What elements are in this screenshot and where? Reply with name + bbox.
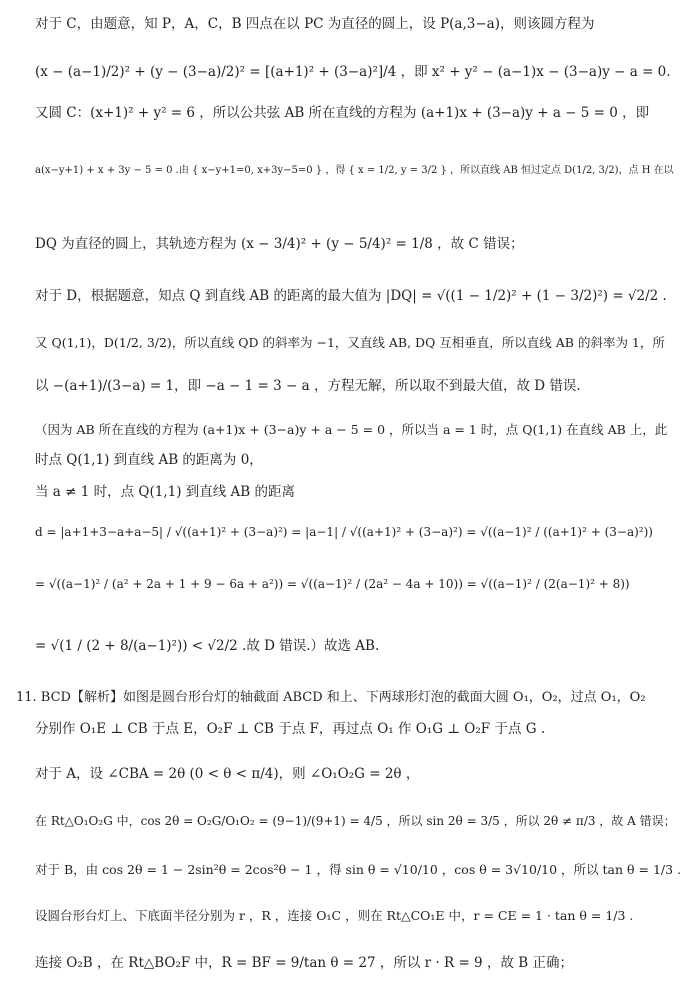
text-line: 连接 O₂B ，在 Rt△BO₂F 中，R = BF = 9/tan θ = 27 ，所以 r · R = 9 ，故 B 正确；: [35, 955, 573, 971]
text-line: 时点 Q(1,1) 到直线 AB 的距离为 0，: [35, 452, 263, 468]
text-line: 11. BCD【解析】如图是圆台形台灯的轴截面 ABCD 和上、下两球形灯泡的截面大圆 O₁，O₂，过点 O₁，O₂: [16, 690, 646, 705]
text-line: 分别作 O₁E ⊥ CB 于点 E，O₂F ⊥ CB 于点 F，再过点 O₁ 作 O₁G ⊥ O₂F 于点 G .: [35, 721, 546, 737]
text-line: = √(1 / (2 + 8/(a−1)²)) < √2/2 .故 D 错误.）故选 AB.: [35, 638, 380, 654]
text-line: a(x−y+1) + x + 3y − 5 = 0 .由 { x−y+1=0, x+3y−5=0 } ，得 { x = 1/2, y = 3/2 } ，所以直线 AB 恒过定点 D(1/2, 3/2)，点 H 在以: [35, 165, 674, 176]
text-line: 又圆 C：(x+1)² + y² = 6 ，所以公共弦 AB 所在直线的方程为 (a+1)x + (3−a)y + a − 5 = 0 ，即: [35, 105, 650, 121]
text-line: 对于 D，根据题意，知点 Q 到直线 AB 的距离的最大值为 |DQ| = √((1 − 1/2)² + (1 − 3/2)²) = √2/2 .: [35, 288, 667, 304]
text-line: （因为 AB 所在直线的方程为 (a+1)x + (3−a)y + a − 5 = 0 ，所以当 a = 1 时，点 Q(1,1) 在直线 AB 上，此: [35, 422, 668, 437]
text-line: 对于 A，设 ∠CBA = 2θ (0 < θ < π/4)，则 ∠O₁O₂G = 2θ ，: [35, 766, 420, 782]
text-line: 当 a ≠ 1 时，点 Q(1,1) 到直线 AB 的距离: [35, 484, 296, 500]
text-line: d = |a+1+3−a+a−5| / √((a+1)² + (3−a)²) = |a−1| / √((a+1)² + (3−a)²) = √((a−1)² / ((a+1)² + (3−a)²)): [35, 525, 653, 539]
text-line: 以 −(a+1)/(3−a) = 1，即 −a − 1 = 3 − a ，方程无解，所以取不到最大值，故 D 错误.: [35, 378, 581, 394]
text-line: 对于 B，由 cos 2θ = 1 − 2sin²θ = 2cos²θ − 1 ，得 sin θ = √10/10 ，cos θ = 3√10/10 ，所以 tan θ = 1/3 .: [35, 862, 682, 877]
text-line: (x − (a−1)/2)² + (y − (3−a)/2)² = [(a+1)² + (3−a)²]/4 ，即 x² + y² − (a−1)x − (3−a)y − a = 0.: [35, 64, 671, 80]
text-line: 设圆台形台灯上、下底面半径分别为 r ，R ，连接 O₁C ，则在 Rt△CO₁E 中，r = CE = 1 · tan θ = 1/3 .: [35, 908, 634, 923]
text-line: 又 Q(1,1)，D(1/2, 3/2)，所以直线 QD 的斜率为 −1，又直线 AB, DQ 互相垂直，所以直线 AB 的斜率为 1，所: [35, 335, 665, 350]
text-line: = √((a−1)² / (a² + 2a + 1 + 9 − 6a + a²)) = √((a−1)² / (2a² − 4a + 10)) = √((a−1)² / (2(a−1)² + 8)): [35, 577, 630, 591]
text-line: DQ 为直径的圆上，其轨迹方程为 (x − 3/4)² + (y − 5/4)² = 1/8 ，故 C 错误；: [35, 236, 524, 252]
text-line: 在 Rt△O₁O₂G 中，cos 2θ = O₂G/O₁O₂ = (9−1)/(9+1) = 4/5 ，所以 sin 2θ = 3/5 ，所以 2θ ≠ π/3 ，故 A 错误；: [35, 814, 676, 828]
text-line: 对于 C，由题意，知 P，A，C，B 四点在以 PC 为直径的圆上，设 P(a,3−a)，则该圆方程为: [35, 16, 595, 32]
